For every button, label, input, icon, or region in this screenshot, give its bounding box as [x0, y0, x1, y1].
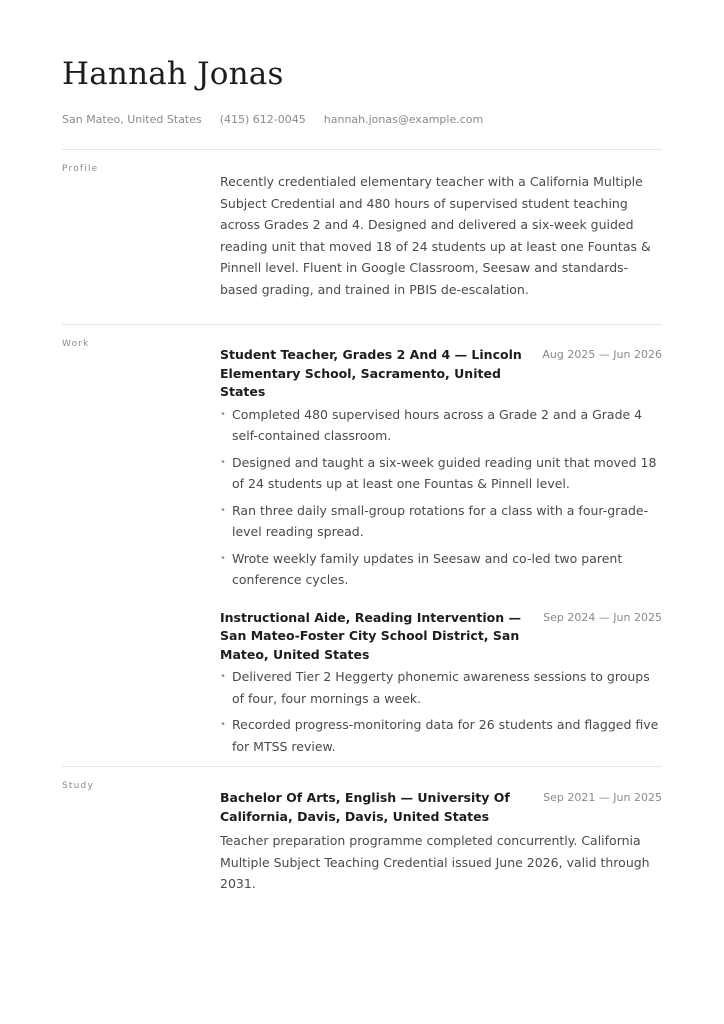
profile-text: Recently credentialed elementary teacher with a California Multiple Subject Credential and 480 hours of supervised student teaching across Grades 2 and 4. Designed and delivered a six-week guided reading unit that moved 18 of 24 students up at least one Fountas & Pinnell level. Fluent in Google Classroom, Seesaw and standards-based grading, and trained in PBIS de-escalation.	[220, 174, 651, 297]
job-bullet	[220, 548, 662, 591]
work-body	[220, 346, 662, 775]
degree-title: Bachelor Of Arts, English — University Of California, Davis, Davis, United States	[220, 790, 510, 824]
study-dates: Sep 2021 — Jun 2025	[543, 791, 662, 804]
resume-header	[62, 56, 662, 126]
phone-text: (415) 612-0045	[219, 113, 306, 126]
job-bullet-list	[220, 666, 662, 757]
study-section-title: Study	[62, 781, 94, 791]
work-entry	[220, 346, 662, 591]
job-bullet	[220, 714, 662, 757]
job-dates: Sep 2024 — Jun 2025	[543, 610, 662, 624]
bullet-dot-icon: •	[220, 408, 226, 420]
profile-body	[220, 171, 662, 300]
bullet-dot-icon: •	[220, 552, 226, 564]
profile-section	[62, 149, 662, 325]
contact-line	[62, 113, 662, 126]
study-body	[220, 789, 662, 895]
job-bullet-list	[220, 404, 662, 591]
bullet-dot-icon: •	[220, 456, 226, 468]
work-section-title: Work	[62, 339, 90, 349]
job-bullet-text: Designed and taught a six-week guided reading unit that moved 18 of 24 students up at least one Fountas & Pinnell level.	[232, 454, 657, 491]
job-bullet	[220, 666, 662, 709]
job-title: Student Teacher, Grades 2 And 4 — Lincoln Elementary School, Sacramento, United States	[220, 347, 522, 399]
profile-section-title: Profile	[62, 164, 99, 174]
job-bullet-text: Ran three daily small-group rotations for a class with a four-grade-level reading spread.	[232, 502, 649, 539]
work-section	[62, 324, 662, 767]
job-title: Instructional Aide, Reading Intervention — San Mateo-Foster City School District, San Mateo, United States	[220, 609, 522, 662]
job-bullet	[220, 452, 662, 495]
job-bullet-text: Completed 480 supervised hours across a Grade 2 and a Grade 4 self-contained classroom.	[232, 406, 643, 443]
study-text: Teacher preparation programme completed concurrently. California Multiple Subject Teaching Credential issued June 2026, valid through 2031.	[220, 833, 650, 891]
job-bullet	[220, 500, 662, 543]
job-dates: Aug 2025 — Jun 2026	[542, 348, 662, 361]
bullet-dot-icon: •	[220, 504, 226, 516]
email-text: hannah.jonas@example.com	[323, 113, 484, 126]
study-section	[62, 766, 662, 927]
job-bullet-text: Delivered Tier 2 Heggerty phonemic awareness sessions to groups of four, four mornings a week.	[232, 669, 650, 706]
location-text: San Mateo, United States	[62, 113, 202, 126]
bullet-dot-icon: •	[220, 671, 226, 682]
job-bullet-text: Recorded progress-monitoring data for 26 students and flagged five for MTSS review.	[232, 717, 659, 754]
work-entry	[220, 609, 662, 758]
job-bullet	[220, 404, 662, 447]
work-entry-header	[220, 609, 662, 665]
job-bullet-text: Wrote weekly family updates in Seesaw and co-led two parent conference cycles.	[232, 550, 623, 587]
study-entry-header	[220, 789, 662, 826]
work-entry-header	[220, 346, 662, 402]
bullet-dot-icon: •	[220, 719, 226, 730]
candidate-name: Hannah Jonas	[62, 56, 284, 92]
